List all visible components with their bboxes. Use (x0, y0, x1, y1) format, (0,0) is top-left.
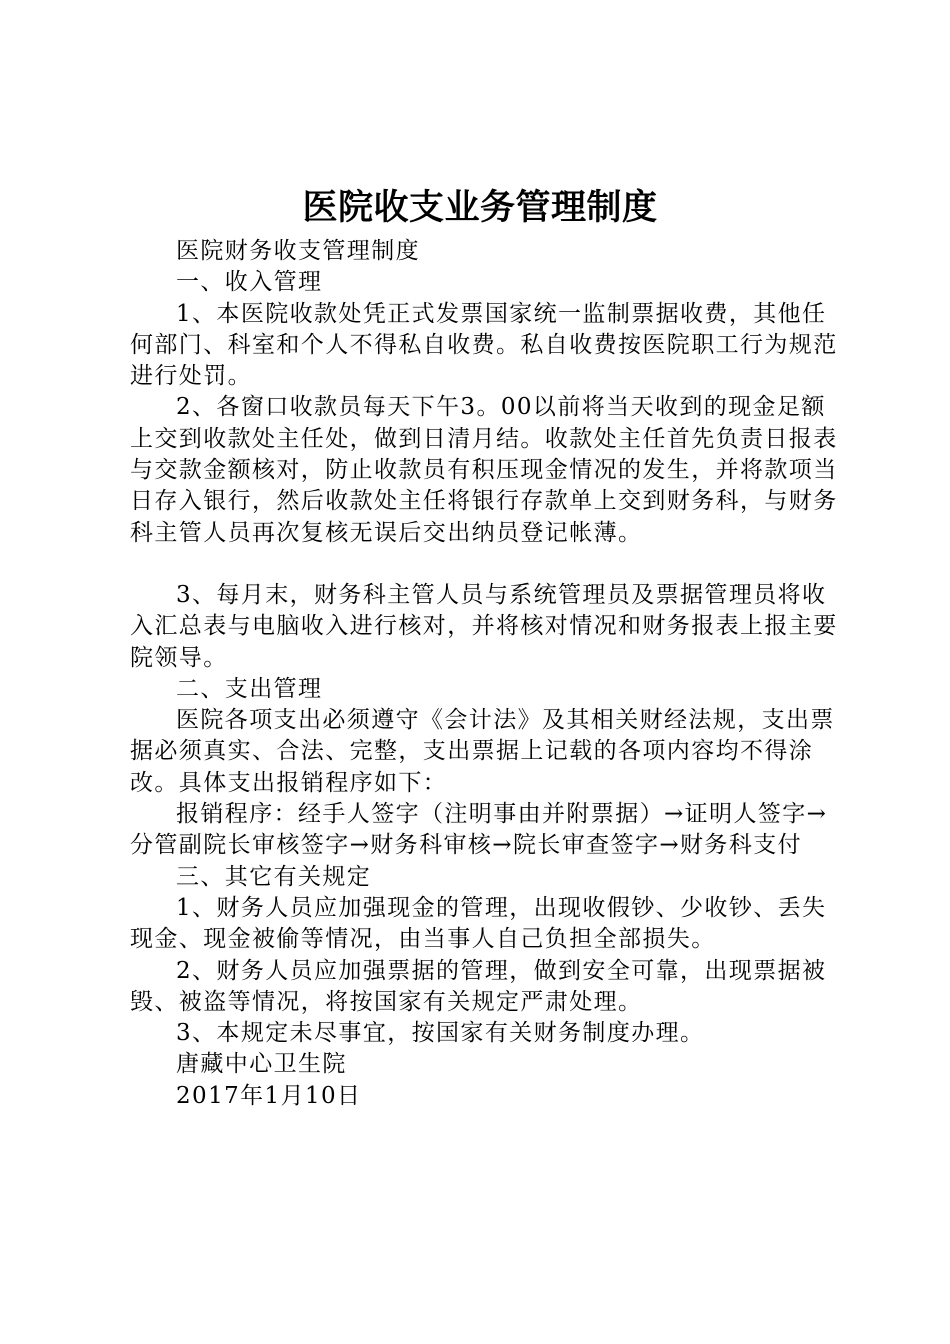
other-rule-1: 1、财务人员应加强现金的管理，出现收假钞、少收钞、丢失现金、现金被偷等情况，由当事人自己负担全部损失。 (130, 894, 827, 953)
income-rule-1: 1、本医院收款处凭正式发票国家统一监制票据收费，其他任何部门、科室和个人不得私自收费。私自收费按医院职工行为规范进行处罚。 (130, 300, 838, 390)
issuer-name: 唐藏中心卫生院 (176, 1051, 347, 1078)
section-heading-income: 一、收入管理 (176, 269, 323, 296)
expense-procedure: 报销程序：经手人签字（注明事由并附票据）→证明人签字→分管副院长审核签字→财务科审核→院长审查签字→财务科支付 (130, 801, 828, 859)
issue-date: 2017年1月10日 (176, 1082, 362, 1109)
document-title: 医院收支业务管理制度 (302, 188, 658, 228)
other-rule-3: 3、本规定未尽事宜，按国家有关财务制度办理。 (176, 1020, 705, 1047)
section-heading-expense: 二、支出管理 (176, 675, 323, 702)
section-heading-other: 三、其它有关规定 (176, 863, 372, 890)
subtitle-paragraph: 医院财务收支管理制度 (176, 238, 420, 264)
income-rule-3: 3、每月末，财务科主管人员与系统管理员及票据管理员将收入汇总表与电脑收入进行核对，并将核对情况和财务报表上报主要院领导。 (130, 581, 838, 671)
expense-rule-intro: 医院各项支出必须遵守《会计法》及其相关财经法规，支出票据必须真实、合法、完整，支出票据上记载的各项内容均不得涂改。具体支出报销程序如下： (130, 707, 835, 796)
other-rule-2: 2、财务人员应加强票据的管理，做到安全可靠，出现票据被毁、被盗等情况，将按国家有关规定严肃处理。 (130, 957, 827, 1015)
income-rule-2: 2、各窗口收款员每天下午3。00以前将当天收到的现金足额上交到收款处主任处，做到日清月结。收款处主任首先负责日报表与交款金额核对，防止收款员有积压现金情况的发生，并将款项当日存入银行，然后收款处主任将银行存款单上交到财务科，与财务科主管人员再次复核无误后交出纳员登记帐薄。 (130, 394, 838, 546)
document-body (130, 236, 842, 1112)
